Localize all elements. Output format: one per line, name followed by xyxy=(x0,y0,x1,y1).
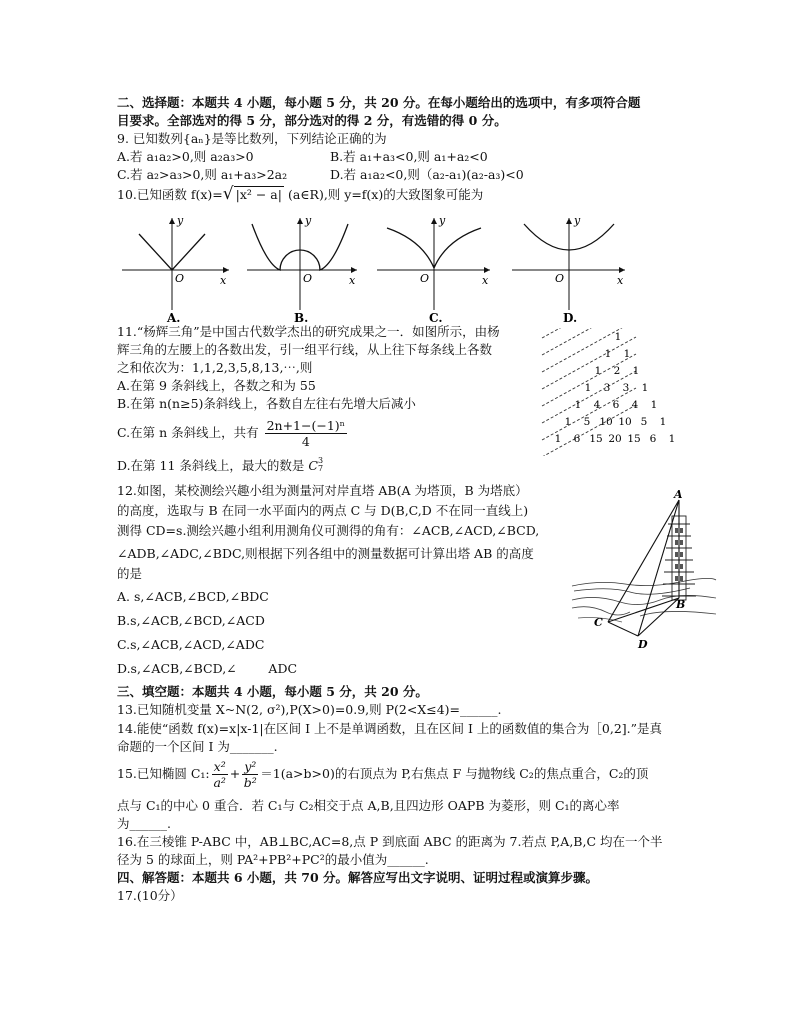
q11-option-a: A.在第 9 条斜线上，各数之和为 55 xyxy=(117,378,316,393)
q14-line-1: 14.能使“函数 f(x)=x|x-1|在区间 I 上不是单调函数，且在区间 I 上的函数值的集合为［0,2].”是真 xyxy=(117,721,663,736)
q11-line-3: 之和依次为：1,1,2,3,5,8,13,⋯,则 xyxy=(117,360,313,375)
q9-stem: 9. 已知数列{aₙ}是等比数列，下列结论正确的为 xyxy=(117,131,387,146)
q15-line-3: 为______. xyxy=(117,816,171,831)
tower-label-a: A xyxy=(674,488,683,501)
q11-line-2: 辉三角的左腰上的各数出发，引一组平行线，从上往下每条线上各数 xyxy=(117,342,493,357)
q9-option-b: B.若 a₁+a₃<0,则 a₁+a₂<0 xyxy=(330,149,488,164)
q11-option-c-pre: C.在第 n 条斜线上，共有 xyxy=(117,425,259,440)
q10-radicand: |x² − a| xyxy=(235,187,282,202)
graph-b-x: x xyxy=(349,274,356,287)
triangle-number: 1 xyxy=(668,433,676,445)
q15-plus: + xyxy=(229,766,241,781)
q11-line-1: 11.“杨辉三角”是中国古代数学杰出的研究成果之一．如图所示，由杨 xyxy=(117,324,500,339)
q15-pre: 15.已知椭圆 C₁: xyxy=(117,766,210,781)
q11-option-c-fraction xyxy=(265,418,348,449)
triangle-number: 1 xyxy=(594,365,602,377)
q13-text: 13.已知随机变量 X~N(2, σ²),P(X>0)=0.9,则 P(2<X≤4)=______. xyxy=(117,702,502,717)
q10-stem-pre: 10.已知函数 f(x)= xyxy=(117,187,223,202)
q11-combination-c: C xyxy=(308,458,318,473)
graph-b-origin: O xyxy=(303,272,313,285)
triangle-diagonal-line xyxy=(542,328,636,338)
q15-fraction-x xyxy=(212,759,228,790)
triangle-number: 6 xyxy=(649,433,657,445)
q15-post: ＝1(a>b>0)的右顶点为 P,右焦点 F 与抛物线 C₂的焦点重合，C₂的顶 xyxy=(260,766,649,781)
q11-option-d xyxy=(117,457,323,475)
q11-frac-denominator: 4 xyxy=(301,434,310,449)
sqrt-symbol: √ xyxy=(222,184,234,204)
q11-option-d-pre: D.在第 11 条斜线上，最大的数是 xyxy=(117,458,305,473)
tower-label-c: C xyxy=(594,616,603,629)
q10-stem-post: (a∈R),则 y=f(x)的大致图象可能为 xyxy=(287,187,484,202)
q11-option-c xyxy=(117,418,349,449)
triangle-number: 4 xyxy=(631,399,639,411)
graph-d-x: x xyxy=(617,274,624,287)
q9-option-a: A.若 a₁a₂>0,则 a₂a₃>0 xyxy=(117,149,254,164)
triangle-number: 2 xyxy=(613,365,621,377)
q12-line-5: 的是 xyxy=(117,566,143,581)
triangle-number: 15 xyxy=(589,433,603,445)
triangle-number: 20 xyxy=(608,433,622,445)
q12-option-a: A. s,∠ACB,∠BCD,∠BDC xyxy=(117,589,269,604)
triangle-number: 1 xyxy=(641,382,649,394)
q15-frac1-den: a² xyxy=(213,775,226,790)
q12-option-c: C.s,∠ACB,∠ACD,∠ADC xyxy=(117,637,265,652)
triangle-number: 10 xyxy=(599,416,613,428)
tower-label-b: B xyxy=(676,598,686,611)
triangle-diagonal-line xyxy=(542,354,636,406)
q12-option-b: B.s,∠ACB,∠BCD,∠ACD xyxy=(117,613,265,628)
graph-b xyxy=(247,214,357,325)
q12-line-3: 测得 CD=s.测绘兴趣小组利用测角仪可测得的角有：∠ACB,∠ACD,∠BCD, xyxy=(117,523,540,538)
triangle-number: 10 xyxy=(618,416,632,428)
triangle-number: 6 xyxy=(573,433,581,445)
graph-a xyxy=(122,214,229,325)
graph-d-label: D. xyxy=(563,311,578,325)
triangle-diagonal-line xyxy=(542,405,636,456)
q15-fraction-y xyxy=(242,759,258,790)
q11-combination-sub: 7 xyxy=(317,463,324,473)
section4-heading: 四、解答题：本题共 6 小题，共 70 分。解答应写出文字说明、证明过程或演算步骤。 xyxy=(117,870,599,885)
triangle-number: 3 xyxy=(622,382,630,394)
q12-line-1: 12.如图，某校测绘兴趣小组为测量河对岸直塔 AB(A 为塔顶，B 为塔底） xyxy=(117,483,528,498)
triangle-number: 6 xyxy=(612,399,620,411)
section2-heading: 二、选择题：本题共 4 小题，每小题 5 分，共 20 分。在每小题给出的选项中，有多项符合题 xyxy=(117,95,641,110)
yanghui-triangle xyxy=(540,328,690,456)
triangle-number: 1 xyxy=(584,382,592,394)
triangle-number: 15 xyxy=(627,433,641,445)
q15-line-1 xyxy=(117,759,648,790)
graph-b-y: y xyxy=(305,214,312,227)
q10-graphs xyxy=(117,210,647,325)
q16-line-2: 径为 5 的球面上，则 PA²+PB²+PC²的最小值为______. xyxy=(117,852,429,867)
q17-text: 17.(10分） xyxy=(117,888,183,903)
triangle-number: 1 xyxy=(614,331,622,343)
triangle-number: 1 xyxy=(554,433,562,445)
triangle-number: 1 xyxy=(574,399,582,411)
graph-b-label: B. xyxy=(294,311,309,325)
triangle-number: 1 xyxy=(623,348,631,360)
q9-option-c: C.若 a₂>a₃>0,则 a₁+a₃>2a₂ xyxy=(117,167,288,182)
q15-line-2: 点与 C₁的中心 0 重合．若 C₁与 C₂相交于点 A,B,且四边形 OAPB 为菱形，则 C₁的离心率 xyxy=(117,798,620,813)
q15-frac1-num: x² xyxy=(213,759,226,774)
q14-line-2: 命题的一个区间 I 为_______. xyxy=(117,739,278,754)
section3-heading: 三、填空题：本题共 4 小题，每小题 5 分，共 20 分。 xyxy=(117,684,428,699)
triangle-number: 1 xyxy=(564,416,572,428)
graph-c xyxy=(377,214,490,325)
q12-line-2: 的高度，选取与 B 在同一水平面内的两点 C 与 D(B,C,D 不在同一直线上) xyxy=(117,503,529,518)
triangle-numbers xyxy=(555,331,676,445)
tower-label-d: D xyxy=(638,638,648,651)
graph-d-origin: O xyxy=(555,272,565,285)
triangle-number: 5 xyxy=(640,416,648,428)
triangle-number: 3 xyxy=(603,382,611,394)
triangle-number: 1 xyxy=(632,365,640,377)
q11-combination-sup: 3 xyxy=(317,455,324,465)
graph-a-y: y xyxy=(177,214,184,227)
triangle-diagonal-line xyxy=(542,328,636,355)
graph-c-x: x xyxy=(482,274,489,287)
section2-heading-cont: 目要求。全部选对的得 5 分，部分选对的得 2 分，有选错的得 0 分。 xyxy=(117,113,507,128)
q10-stem xyxy=(117,186,483,203)
graph-d-y: y xyxy=(574,214,581,227)
tower-figure xyxy=(570,488,718,653)
triangle-number: 1 xyxy=(659,416,667,428)
q15-frac2-den: b² xyxy=(243,775,257,790)
q16-line-1: 16.在三棱锥 P-ABC 中，AB⊥BC,AC=8,点 P 到底面 ABC 的距离为 7.若点 P,A,B,C 均在一个半 xyxy=(117,834,663,849)
graph-c-y: y xyxy=(439,214,446,227)
graph-a-label: A. xyxy=(167,311,181,325)
triangle-number: 4 xyxy=(593,399,601,411)
q11-frac-numerator: 2n+1−(−1)ⁿ xyxy=(266,418,346,433)
q15-frac2-num: y² xyxy=(244,759,257,774)
triangle-number: 1 xyxy=(650,399,658,411)
triangle-number: 5 xyxy=(583,416,591,428)
graph-a-x: x xyxy=(220,274,227,287)
graph-c-origin: O xyxy=(420,272,430,285)
q11-option-b: B.在第 n(n≥5)条斜线上，各数自左往右先增大后减小 xyxy=(117,396,416,411)
graph-a-origin: O xyxy=(175,272,185,285)
q12-line-4: ∠ADB,∠ADC,∠BDC,则根据下列各组中的测量数据可计算出塔 AB 的高度 xyxy=(117,546,534,561)
triangle-diagonal-line xyxy=(542,328,636,372)
graph-c-label: C. xyxy=(429,311,443,325)
q12-option-d: D.s,∠ACB,∠BCD,∠ ADC xyxy=(117,661,298,676)
q9-option-d: D.若 a₁a₂<0,则（a₂-a₁)(a₂-a₃)<0 xyxy=(330,167,524,182)
graph-d xyxy=(512,214,625,325)
triangle-number: 1 xyxy=(604,348,612,360)
